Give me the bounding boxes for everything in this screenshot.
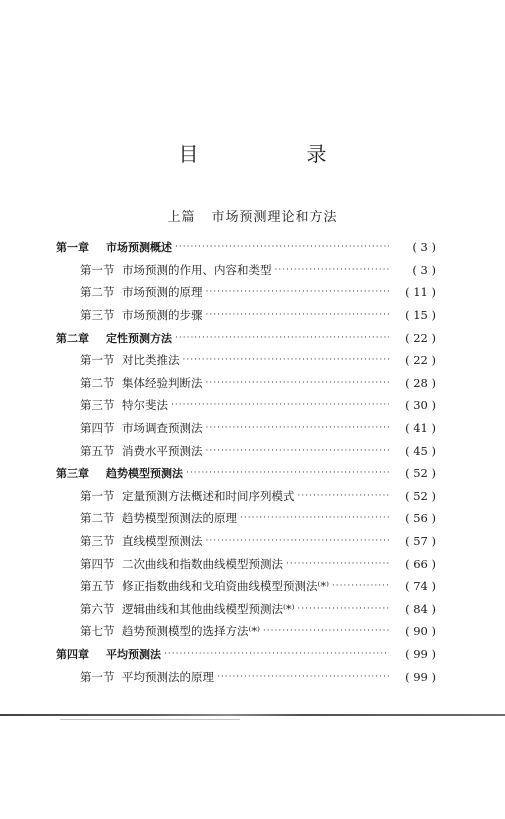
entry-number: 第一节 — [80, 353, 115, 368]
dot-leader — [240, 513, 389, 523]
entry-title: 平均预测法的原理 — [122, 669, 214, 684]
page-bottom-rule — [0, 714, 505, 716]
entry-title: 集体经验判断法 — [122, 375, 203, 390]
entry-number: 第六节 — [80, 601, 115, 616]
entry-title: 直线模型预测法 — [122, 534, 203, 549]
entry-page: ( 28 ) — [405, 375, 436, 390]
dot-leader — [206, 287, 390, 297]
toc-section-entry — [56, 259, 436, 282]
toc-section-entry — [56, 349, 436, 372]
dot-leader — [206, 310, 390, 320]
dot-leader — [206, 536, 390, 546]
entry-page: ( 3 ) — [412, 240, 436, 255]
page-bottom-rule-shadow — [60, 719, 240, 720]
dot-leader — [206, 446, 390, 456]
entry-page: ( 22 ) — [405, 330, 436, 345]
dot-leader — [298, 491, 390, 501]
entry-title: 二次曲线和指数曲线模型预测法 — [122, 556, 283, 571]
entry-page: ( 30 ) — [405, 398, 436, 413]
dot-leader — [175, 333, 389, 343]
part-name: 市场预测理论和方法 — [211, 210, 338, 225]
toc-section-entry — [56, 485, 436, 508]
toc-chapter-entry — [56, 643, 436, 666]
entry-number: 第四章 — [56, 647, 89, 661]
dot-leader — [186, 468, 389, 478]
entry-title: 定性预测方法 — [106, 331, 172, 345]
dot-leader — [286, 559, 389, 569]
entry-title: 对比类推法 — [122, 353, 180, 368]
entry-number: 第二节 — [80, 375, 115, 390]
toc-chapter-entry — [56, 462, 436, 485]
dot-leader — [217, 672, 389, 682]
toc-chapter-entry — [56, 326, 436, 349]
toc-section-entry — [56, 598, 436, 621]
entry-page: ( 52 ) — [405, 466, 436, 481]
entry-page: ( 22 ) — [405, 353, 436, 368]
dot-leader — [297, 604, 389, 614]
dot-leader — [183, 355, 390, 365]
entry-number: 第三节 — [80, 534, 115, 549]
entry-page: ( 11 ) — [405, 285, 436, 300]
entry-title: 市场调查预测法 — [122, 421, 203, 436]
toc-section-entry — [56, 507, 436, 530]
entry-number: 第二章 — [56, 331, 89, 345]
dot-leader — [275, 265, 390, 275]
entry-page: ( 74 ) — [405, 579, 436, 594]
toc-section-entry — [56, 575, 436, 598]
dot-leader — [175, 242, 389, 252]
entry-title: 市场预测的步骤 — [122, 308, 203, 323]
dot-leader — [171, 400, 389, 410]
entry-title: 逻辑曲线和其他曲线模型预测法⁽*⁾ — [122, 601, 295, 616]
page-title: 目 录 — [178, 142, 371, 166]
entry-number: 第七节 — [80, 624, 115, 639]
toc-section-entry — [56, 372, 436, 395]
entry-page: ( 57 ) — [405, 534, 436, 549]
toc-section-entry — [56, 394, 436, 417]
entry-page: ( 99 ) — [405, 669, 436, 684]
entry-page: ( 15 ) — [405, 308, 436, 323]
entry-page: ( 90 ) — [405, 624, 436, 639]
part-heading — [0, 206, 505, 225]
entry-number: 第三节 — [80, 308, 115, 323]
toc-section-entry — [56, 665, 436, 688]
toc-section-entry — [56, 439, 436, 462]
entry-page: ( 45 ) — [405, 443, 436, 458]
toc-chapter-entry — [56, 236, 436, 259]
entry-title: 市场预测的原理 — [122, 285, 203, 300]
dot-leader — [206, 423, 390, 433]
entry-title: 修正指数曲线和戈珀资曲线模型预测法⁽*⁾ — [122, 579, 329, 594]
toc-section-entry — [56, 417, 436, 440]
entry-number: 第四节 — [80, 556, 115, 571]
entry-page: ( 52 ) — [405, 488, 436, 503]
entry-title: 趋势模型预测法 — [106, 467, 183, 481]
table-of-contents — [56, 236, 436, 688]
dot-leader — [206, 378, 390, 388]
entry-number: 第一节 — [80, 488, 115, 503]
entry-number: 第三章 — [56, 467, 89, 481]
entry-page: ( 66 ) — [405, 556, 436, 571]
entry-number: 第一章 — [56, 241, 89, 255]
entry-number: 第四节 — [80, 421, 115, 436]
entry-page: ( 99 ) — [405, 646, 436, 661]
dot-leader — [332, 581, 389, 591]
toc-section-entry — [56, 552, 436, 575]
entry-title: 消费水平预测法 — [122, 443, 203, 458]
entry-title: 趋势模型预测法的原理 — [122, 511, 237, 526]
entry-number: 第二节 — [80, 511, 115, 526]
entry-number: 第二节 — [80, 285, 115, 300]
entry-number: 第一节 — [80, 262, 115, 277]
entry-page: ( 56 ) — [405, 511, 436, 526]
entry-title: 趋势预测模型的选择方法⁽*⁾ — [122, 624, 260, 639]
entry-page: ( 3 ) — [412, 262, 436, 277]
entry-number: 第五节 — [80, 443, 115, 458]
toc-section-entry — [56, 530, 436, 553]
entry-page: ( 41 ) — [405, 421, 436, 436]
entry-page: ( 84 ) — [405, 601, 436, 616]
toc-section-entry — [56, 620, 436, 643]
entry-number: 第三节 — [80, 398, 115, 413]
dot-leader — [263, 626, 389, 636]
entry-title: 特尔斐法 — [122, 398, 168, 413]
dot-leader — [164, 649, 389, 659]
entry-number: 第五节 — [80, 579, 115, 594]
entry-title: 平均预测法 — [106, 647, 161, 661]
entry-title: 市场预测概述 — [106, 241, 172, 255]
part-label: 上篇 — [167, 210, 196, 225]
toc-section-entry — [56, 304, 436, 327]
toc-section-entry — [56, 281, 436, 304]
entry-title: 市场预测的作用、内容和类型 — [122, 262, 272, 277]
entry-number: 第一节 — [80, 669, 115, 684]
entry-title: 定量预测方法概述和时间序列模式 — [122, 488, 295, 503]
